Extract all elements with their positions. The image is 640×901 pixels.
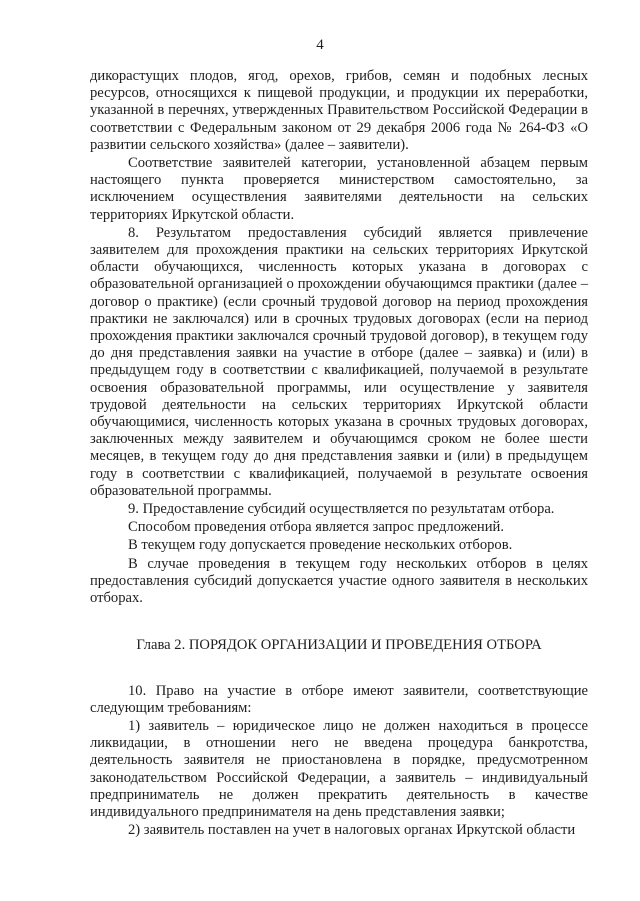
paragraph-applicant-category: Соответствие заявителей категории, установленной абзацем первым настоящего пункта проверяется министерством самостоятельно, за исключением осуществления заявителями деятельности на сельских территориях Иркутской области. (90, 155, 588, 223)
paragraph-item-8: 8. Результатом предоставления субсидий является привлечение заявителем для прохождения практики на сельских территориях Иркутской области обучающихся, численность которых указана в договорах с образовательной организацией о прохождении обучающимся практики (далее – договор о практике) (если срочный трудовой договор на период прохождения практики не заключался) или в срочных трудовых договорах (если на период прохождения практики заключался срочный трудовой договор), в текущем году до дня представления заявки на участие в отборе (далее – заявка) и (или) в предыдущем году в соответствии с квалификацией, получаемой в результате освоения образовательной программы, или осуществление у заявителя трудовой деятельности на сельских территориях Иркутской области обучающимися, численность которых указана в срочных трудовых договорах, заключенных между заявителем и обучающимся сроком не более шести месяцев, в текущем году до дня представления заявки и (или) в предыдущем году в соответствии с квалификацией, получаемой в результате освоения образовательной программы. (90, 224, 588, 499)
paragraph-multiple-selections: В текущем году допускается проведение нескольких отборов. (128, 537, 513, 554)
page-number: 4 (316, 37, 324, 53)
paragraph-requirement-2: 2) заявитель поставлен на учет в налоговых органах Иркутской области (128, 822, 576, 839)
document-body (90, 68, 588, 839)
paragraph-requirement-1: 1) заявитель – юридическое лицо не должен находиться в процессе ликвидации, в отношении него не введена процедура банкротства, деятельность заявителя не приостановлена в порядке, предусмотренном законодательством Российской Федерации, а заявитель – индивидуальный предприниматель не должен прекратить деятельность в качестве индивидуального предпринимателя на день представления заявки; (90, 717, 588, 820)
paragraph-continuation: дикорастущих плодов, ягод, орехов, грибов, семян и подобных лесных ресурсов, относящихся к пищевой продукции, и продукции их переработки, указанной в перечнях, утвержденных Правительством Российской Федерации в соответствии с Федеральным законом от 29 декабря 2006 года № 264-ФЗ «О развитии сельского хозяйства» (далее – заявители). (90, 68, 588, 153)
chapter-heading: Глава 2. ПОРЯДОК ОРГАНИЗАЦИИ И ПРОВЕДЕНИЯ ОТБОРА (136, 637, 542, 654)
paragraph-item-9: 9. Предоставление субсидий осуществляется по результатам отбора. (128, 501, 555, 518)
paragraph-participation: В случае проведения в текущем году нескольких отборов в целях предоставления субсидий допускается участие одного заявителя в нескольких отборах. (90, 555, 588, 607)
paragraph-item-10: 10. Право на участие в отборе имеют заявители, соответствующие следующим требованиям: (90, 682, 588, 716)
paragraph-selection-method: Способом проведения отбора является запрос предложений. (128, 519, 505, 536)
